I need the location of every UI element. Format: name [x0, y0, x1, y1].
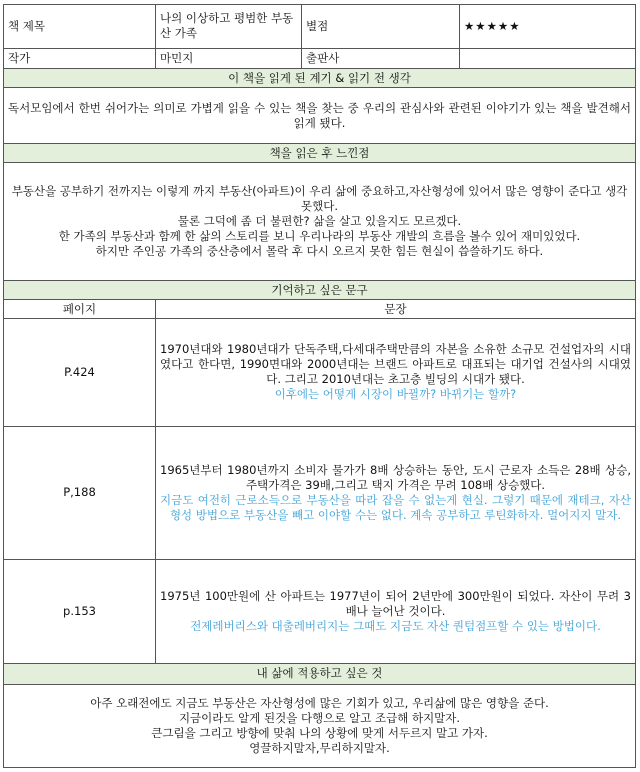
- apply-line: 영끌하지말자,무리하지말자.: [249, 740, 390, 755]
- title-row: [4, 5, 636, 49]
- quotes-heading: 기억하고 싶은 문구: [4, 281, 636, 300]
- title-label: 책 제목: [4, 5, 156, 49]
- publisher-value: [460, 48, 636, 69]
- book-review-sheet: [3, 4, 636, 768]
- text-column-header: 문장: [156, 300, 636, 319]
- apply-heading: 내 삶에 적용하고 싶은 것: [4, 663, 636, 684]
- quote-text: 1970년대와 1980년대가 단독주택,다세대주택만큼의 자본을 소유한 소규모 건설업자의 시대였다고 한다면, 1990면대와 2000년대는 브랜드 아파트로 대표되는 대기업 건설사의 시대였다. 그리고 2010년대는 초고층 빌딩의 시대가 됐다.: [160, 342, 631, 387]
- impression-line: 한 가족의 부동산과 함께 한 삶의 스토리를 보니 우리나라의 부동산 개발의 흐름을 볼수 있어 재미있었다.: [58, 229, 581, 244]
- impression-line: 부동산을 공부하기 전까지는 이렇게 까지 부동산(아파트)이 우리 삶에 중요하고,자산형성에 있어서 많은 영향이 준다고 생각 못했다.: [11, 184, 628, 214]
- quote-page: P.424: [4, 318, 156, 426]
- author-row: [4, 48, 636, 69]
- quote-text: 1965년부터 1980년까지 소비자 물가가 8배 상승하는 동안, 도시 근로자 소득은 28배 상승, 주택가격은 39배,그리고 택지 가격은 무려 108배 상승했다.: [160, 462, 631, 492]
- author-value: 마민지: [156, 48, 302, 69]
- impression-heading: 책을 읽은 후 느낀점: [4, 144, 636, 163]
- impression-line: 하지만 주인공 가족의 중산층에서 몰락 후 다시 오르지 못한 힘든 현실이 씁쓸하기도 하다.: [95, 244, 544, 259]
- quote-page: p.153: [4, 560, 156, 664]
- quote-row: [4, 560, 636, 664]
- publisher-label: 출판사: [302, 48, 460, 69]
- quote-cell: [156, 560, 636, 664]
- quote-cell: [156, 426, 636, 559]
- quote-cell: [156, 318, 636, 426]
- rating-stars: ★★★★★: [460, 5, 636, 49]
- rating-label: 별점: [302, 5, 460, 49]
- motive-text: 독서모임에서 한번 쉬어가는 의미로 가볍게 읽을 수 있는 책을 찾는 중 우리의 관심사와 관련된 이야기가 있는 책을 발견해서 읽게 됐다.: [4, 88, 636, 144]
- quote-note: 이후에는 어떻게 시장이 바뀔까? 바뀌기는 할까?: [274, 387, 517, 402]
- quotes-header-row: [4, 300, 636, 319]
- page-column-header: 페이지: [4, 300, 156, 319]
- apply-text: [4, 684, 636, 767]
- apply-line: 큰그림을 그리고 방향에 맞춰 나의 상황에 맞게 서두르지 말고 가자.: [151, 725, 488, 740]
- apply-line: 지금이라도 알게 된것을 다행으로 알고 조급해 하지말자.: [178, 710, 461, 725]
- impression-text: [4, 162, 636, 281]
- author-label: 작가: [4, 48, 156, 69]
- apply-line: 아주 오래전에도 지금도 부동산은 자산형성에 많은 기회가 있고, 우리삶에 많은 영향을 준다.: [90, 695, 549, 710]
- quote-row: [4, 318, 636, 426]
- quote-page: P,188: [4, 426, 156, 559]
- quote-row: [4, 426, 636, 559]
- title-value: 나의 이상하고 평범한 부동산 가족: [156, 5, 302, 49]
- motive-heading: 이 책을 읽게 된 계기 & 읽기 전 생각: [4, 69, 636, 88]
- quote-text: 1975년 100만원에 산 아파트는 1977년이 되어 2년만에 300만원이 되었다. 자산이 무려 3배나 늘어난 것이다.: [160, 588, 631, 618]
- quote-note: 지금도 여전히 근로소득으로 부동산을 따라 잡을 수 없는게 현실. 그렇기 때문에 재테크, 자산형성 방법으로 부동산을 빼고 이야할 수는 없다. 계속 공부하고 루틴화하자. 멀어지지 말자.: [160, 492, 631, 522]
- quote-note: 전제레버리스와 대출레버리지는 그때도 지금도 자산 퀀텀점프할 수 있는 방법이다.: [190, 618, 601, 633]
- impression-line: 물론 그덕에 좀 더 불편한? 삶을 살고 있을지도 모르겠다.: [177, 214, 462, 229]
